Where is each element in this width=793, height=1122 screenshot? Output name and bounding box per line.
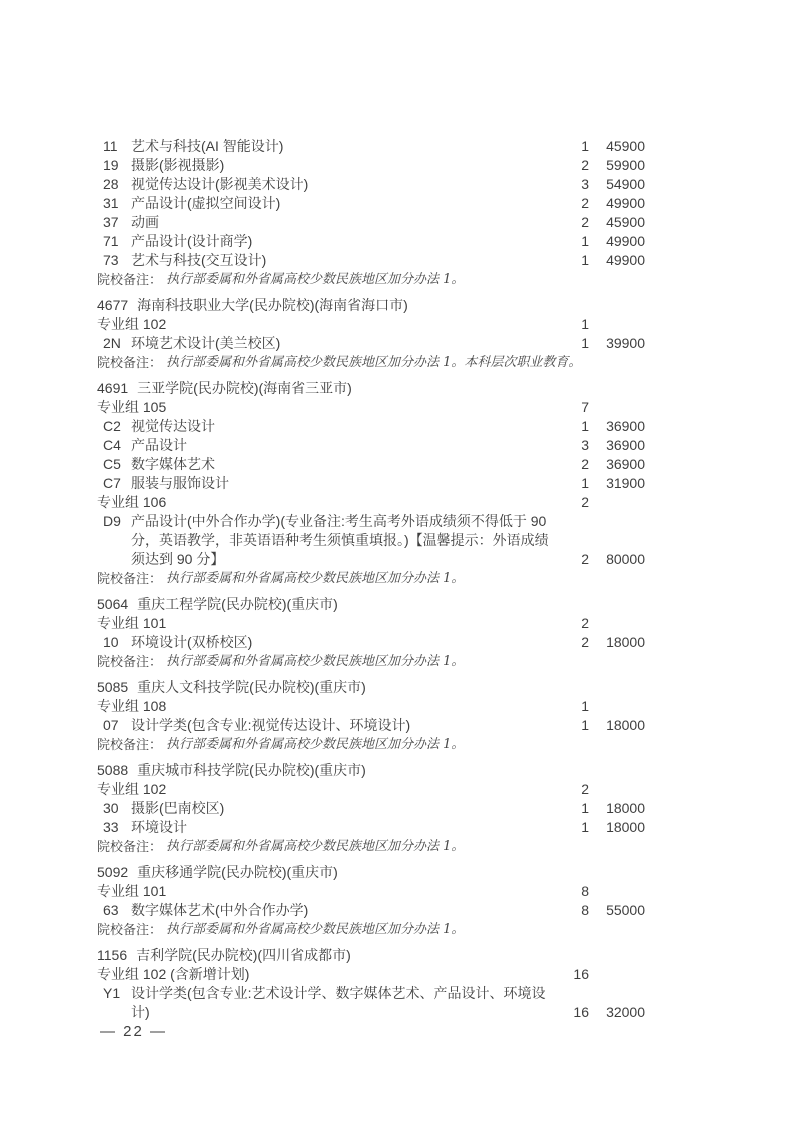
college-header-row bbox=[97, 595, 645, 614]
major-group-row bbox=[97, 493, 645, 512]
remark-text: 执行部委属和外省属高校少数民族地区加分办法 1。 bbox=[166, 654, 465, 669]
major-row bbox=[97, 232, 645, 251]
tuition-fee: 31900 bbox=[606, 475, 645, 491]
group-label: 专业组 106 bbox=[97, 494, 167, 510]
major-code: 33 bbox=[103, 819, 119, 835]
plan-count: 1 bbox=[581, 335, 589, 351]
group-label: 专业组 101 bbox=[97, 615, 167, 631]
remark-label: 院校备注： bbox=[97, 272, 163, 287]
tuition-fee: 18000 bbox=[606, 819, 645, 835]
major-name: 产品设计(虚拟空间设计) bbox=[131, 195, 281, 211]
major-row bbox=[97, 156, 645, 175]
major-name: 数字媒体艺术 bbox=[131, 456, 215, 472]
remark-label: 院校备注： bbox=[97, 737, 163, 752]
major-code: 11 bbox=[103, 138, 118, 154]
major-name: 产品设计 bbox=[131, 437, 187, 453]
major-code: Y1 bbox=[103, 985, 121, 1001]
major-code: 31 bbox=[103, 195, 119, 211]
major-code: 63 bbox=[103, 902, 119, 918]
group-count: 16 bbox=[573, 966, 589, 982]
college-name: 重庆移通学院(民办院校)(重庆市) bbox=[137, 864, 338, 880]
major-name: 动画 bbox=[131, 214, 159, 230]
remark-label: 院校备注： bbox=[97, 839, 163, 854]
page-number: — 22 — bbox=[100, 1023, 168, 1040]
major-row bbox=[97, 334, 645, 353]
major-code: 71 bbox=[103, 233, 119, 249]
major-row bbox=[97, 251, 645, 270]
major-row bbox=[97, 901, 645, 920]
major-group-row bbox=[97, 697, 645, 716]
remark-text: 执行部委属和外省属高校少数民族地区加分办法 1。 bbox=[166, 272, 465, 287]
tuition-fee: 45900 bbox=[606, 138, 645, 154]
tuition-fee: 49900 bbox=[606, 252, 645, 268]
major-code: C7 bbox=[103, 475, 121, 491]
remark-label: 院校备注： bbox=[97, 571, 163, 586]
plan-count: 1 bbox=[581, 717, 589, 733]
group-count: 1 bbox=[581, 316, 589, 332]
major-row bbox=[97, 512, 645, 569]
tuition-fee: 36900 bbox=[606, 418, 645, 434]
college-code: 5092 bbox=[97, 864, 129, 880]
college-code: 5088 bbox=[97, 762, 129, 778]
group-count: 8 bbox=[581, 883, 589, 899]
major-group-row bbox=[97, 614, 645, 633]
tuition-fee: 45900 bbox=[606, 214, 645, 230]
plan-count: 16 bbox=[573, 1004, 589, 1020]
tuition-fee: 59900 bbox=[606, 157, 645, 173]
college-remark-row bbox=[97, 353, 645, 372]
tuition-fee: 18000 bbox=[606, 717, 645, 733]
plan-count: 2 bbox=[581, 157, 589, 173]
major-name: 摄影(巴南校区) bbox=[131, 800, 225, 816]
major-code: D9 bbox=[103, 513, 121, 529]
tuition-fee: 18000 bbox=[606, 634, 645, 650]
plan-count: 2 bbox=[581, 214, 589, 230]
group-count: 2 bbox=[581, 781, 589, 797]
major-row bbox=[97, 984, 645, 1022]
group-label: 专业组 108 bbox=[97, 698, 167, 714]
major-row bbox=[97, 436, 645, 455]
major-code: C5 bbox=[103, 456, 121, 472]
tuition-fee: 49900 bbox=[606, 233, 645, 249]
major-row bbox=[97, 455, 645, 474]
remark-text: 执行部委属和外省属高校少数民族地区加分办法 1。 bbox=[166, 922, 465, 937]
college-header-row bbox=[97, 379, 645, 398]
major-row bbox=[97, 194, 645, 213]
college-header-row bbox=[97, 296, 645, 315]
major-name: 环境设计 bbox=[131, 819, 187, 835]
tuition-fee: 39900 bbox=[606, 335, 645, 351]
major-row bbox=[97, 716, 645, 735]
college-remark-row bbox=[97, 569, 645, 588]
major-name: 环境设计(双桥校区) bbox=[131, 634, 253, 650]
college-header-row bbox=[97, 761, 645, 780]
major-name: 服装与服饰设计 bbox=[131, 475, 229, 491]
plan-count: 2 bbox=[581, 456, 589, 472]
major-name: 设计学类(包含专业:视觉传达设计、环境设计) bbox=[131, 717, 411, 733]
major-name: 产品设计(设计商学) bbox=[131, 233, 253, 249]
plan-count: 1 bbox=[581, 252, 589, 268]
plan-count: 1 bbox=[581, 800, 589, 816]
plan-count: 8 bbox=[581, 902, 589, 918]
remark-text: 执行部委属和外省属高校少数民族地区加分办法 1。 bbox=[166, 839, 465, 854]
major-code: 2N bbox=[103, 335, 121, 351]
tuition-fee: 49900 bbox=[606, 195, 645, 211]
college-remark-row bbox=[97, 652, 645, 671]
college-name: 重庆城市科技学院(民办院校)(重庆市) bbox=[137, 762, 366, 778]
college-name: 三亚学院(民办院校)(海南省三亚市) bbox=[137, 380, 352, 396]
plan-count: 2 bbox=[581, 551, 589, 567]
group-count: 2 bbox=[581, 615, 589, 631]
group-label: 专业组 101 bbox=[97, 883, 167, 899]
major-row bbox=[97, 818, 645, 837]
group-label: 专业组 105 bbox=[97, 399, 167, 415]
plan-count: 1 bbox=[581, 418, 589, 434]
group-label: 专业组 102 (含新增计划) bbox=[97, 966, 250, 982]
group-label: 专业组 102 bbox=[97, 781, 167, 797]
college-remark-row bbox=[97, 735, 645, 754]
major-row bbox=[97, 799, 645, 818]
major-name: 艺术与科技(AI 智能设计) bbox=[131, 138, 284, 154]
major-name: 视觉传达设计(影视美术设计) bbox=[131, 176, 309, 192]
plan-count: 2 bbox=[581, 634, 589, 650]
tuition-fee: 18000 bbox=[606, 800, 645, 816]
major-name: 设计学类(包含专业:艺术设计学、数字媒体艺术、产品设计、环境设计) bbox=[131, 985, 546, 1020]
plan-count: 1 bbox=[581, 138, 589, 154]
major-row bbox=[97, 474, 645, 493]
major-name: 艺术与科技(交互设计) bbox=[131, 252, 267, 268]
plan-count: 1 bbox=[581, 475, 589, 491]
major-name: 环境艺术设计(美兰校区) bbox=[131, 335, 281, 351]
major-name: 数字媒体艺术(中外合作办学) bbox=[131, 902, 309, 918]
college-code: 4677 bbox=[97, 297, 129, 313]
remark-label: 院校备注： bbox=[97, 355, 163, 370]
remark-label: 院校备注： bbox=[97, 654, 163, 669]
college-header-row bbox=[97, 678, 645, 697]
major-row bbox=[97, 137, 645, 156]
major-code: C2 bbox=[103, 418, 121, 434]
tuition-fee: 55000 bbox=[606, 902, 645, 918]
college-remark-row bbox=[97, 920, 645, 939]
remark-label: 院校备注： bbox=[97, 922, 163, 937]
tuition-fee: 54900 bbox=[606, 176, 645, 192]
college-header-row bbox=[97, 863, 645, 882]
major-code: 30 bbox=[103, 800, 119, 816]
major-code: C4 bbox=[103, 437, 121, 453]
tuition-fee: 36900 bbox=[606, 437, 645, 453]
group-count: 7 bbox=[581, 399, 589, 415]
college-name: 吉利学院(民办院校)(四川省成都市) bbox=[136, 947, 351, 963]
remark-text: 执行部委属和外省属高校少数民族地区加分办法 1。本科层次职业教育。 bbox=[166, 355, 582, 370]
major-row bbox=[97, 175, 645, 194]
major-name: 摄影(影视摄影) bbox=[131, 157, 225, 173]
plan-count: 3 bbox=[581, 437, 589, 453]
major-name: 视觉传达设计 bbox=[131, 418, 215, 434]
major-code: 10 bbox=[103, 634, 119, 650]
remark-text: 执行部委属和外省属高校少数民族地区加分办法 1。 bbox=[166, 737, 465, 752]
major-code: 28 bbox=[103, 176, 119, 192]
major-group-row bbox=[97, 315, 645, 334]
college-code: 1156 bbox=[97, 947, 128, 963]
plan-count: 3 bbox=[581, 176, 589, 192]
major-group-row bbox=[97, 398, 645, 417]
major-row bbox=[97, 417, 645, 436]
major-code: 19 bbox=[103, 157, 119, 173]
college-remark-row bbox=[97, 270, 645, 289]
group-count: 2 bbox=[581, 494, 589, 510]
college-name: 重庆人文科技学院(民办院校)(重庆市) bbox=[137, 679, 366, 695]
group-label: 专业组 102 bbox=[97, 316, 167, 332]
college-name: 重庆工程学院(民办院校)(重庆市) bbox=[137, 596, 338, 612]
college-code: 5064 bbox=[97, 596, 129, 612]
tuition-fee: 80000 bbox=[606, 551, 645, 567]
major-group-row bbox=[97, 882, 645, 901]
tuition-fee: 36900 bbox=[606, 456, 645, 472]
major-row bbox=[97, 213, 645, 232]
college-code: 5085 bbox=[97, 679, 129, 695]
major-code: 37 bbox=[103, 214, 119, 230]
tuition-fee: 32000 bbox=[606, 1004, 645, 1020]
admission-plan-list bbox=[97, 137, 645, 1022]
major-group-row bbox=[97, 965, 645, 984]
group-count: 1 bbox=[581, 698, 589, 714]
major-row bbox=[97, 633, 645, 652]
college-name: 海南科技职业大学(民办院校)(海南省海口市) bbox=[137, 297, 408, 313]
major-name: 产品设计(中外合作办学)(专业备注:考生高考外语成绩须不得低于 90 分，英语教学，非英语语种考生须慎重填报。)【温馨提示：外语成绩须达到 90 分】 bbox=[131, 513, 549, 567]
plan-count: 1 bbox=[581, 233, 589, 249]
plan-count: 1 bbox=[581, 819, 589, 835]
major-code: 73 bbox=[103, 252, 119, 268]
major-code: 07 bbox=[103, 717, 119, 733]
college-remark-row bbox=[97, 837, 645, 856]
remark-text: 执行部委属和外省属高校少数民族地区加分办法 1。 bbox=[166, 571, 465, 586]
college-code: 4691 bbox=[97, 380, 129, 396]
major-group-row bbox=[97, 780, 645, 799]
college-header-row bbox=[97, 946, 645, 965]
plan-count: 2 bbox=[581, 195, 589, 211]
